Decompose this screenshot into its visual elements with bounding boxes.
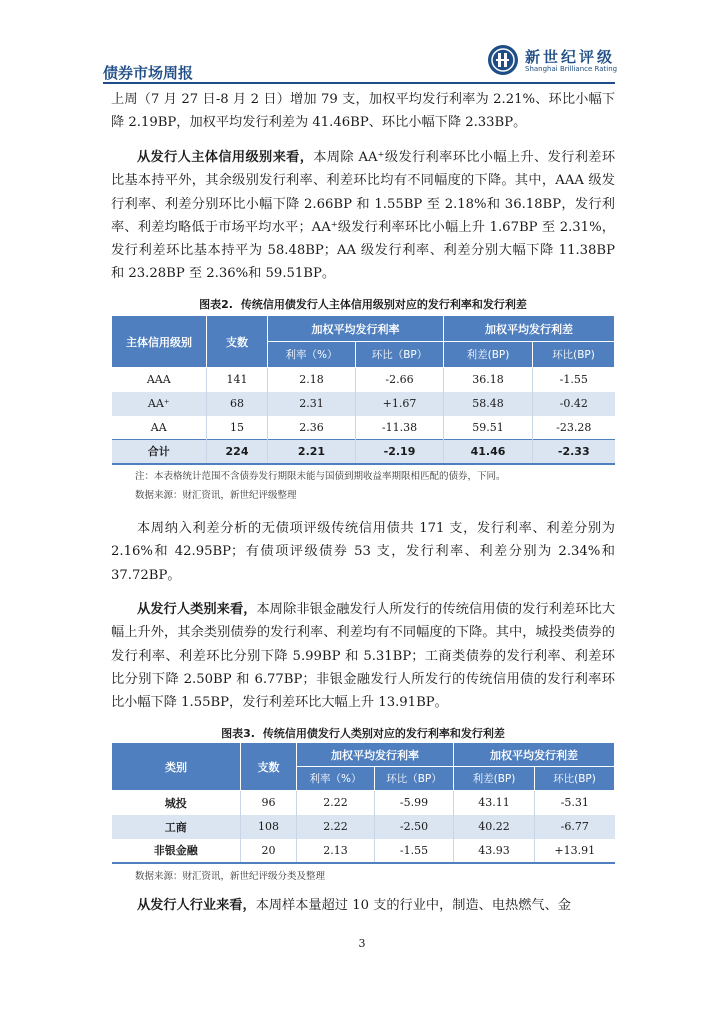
col-group-spread: 加权平均发行利差 [444, 316, 615, 342]
cell-spread-change: +13.91 [535, 839, 615, 863]
cell-spread: 58.48 [444, 392, 533, 416]
cell-spread: 43.93 [454, 839, 535, 863]
cell-count: 96 [241, 791, 297, 815]
table2-caption-text: 传统信用债发行人主体信用级别对应的发行利率和发行利差 [240, 298, 527, 311]
cell-rate: 2.22 [297, 791, 375, 815]
table-row [112, 368, 615, 392]
table3-caption-number: 图表3. [221, 727, 255, 740]
cell-rate: 2.22 [297, 815, 375, 839]
table2-caption [111, 296, 615, 312]
cell-rate-change: -5.99 [375, 791, 454, 815]
table2-note: 注：本表格统计范围不含债券发行期限未能与国债到期收益率期限相匹配的债券，下同。 [135, 471, 506, 482]
cell-spread-change: -23.28 [533, 416, 615, 440]
header-divider [103, 82, 615, 84]
table-row [112, 416, 615, 440]
table-total-row [112, 440, 615, 464]
cell-rate-change: -2.19 [356, 440, 444, 464]
table2-caption-number: 图表2. [199, 298, 233, 311]
table2-source: 数据来源：财汇资讯，新世纪评级整理 [135, 490, 297, 501]
cell-count: 15 [207, 416, 268, 440]
cell-grade: AAA [146, 373, 171, 387]
paragraph-body: 本周除非银金融发行人所发行的传统信用债的发行利差环比大幅上升外，其余类别债券的发行利率、利差均有不同幅度的下降。其中，城投类债券的发行利率、利差环比分别下降 5.99BP 和 5.31BP；工商类债券的发行利率、利差环比分别下降 2.50BP 和 6.77BP；非银金融发行人所发行的传统信用债的发行利率环比小幅下降 1.55BP，发行利差环比大幅上升 13.91BP。 [111, 602, 616, 711]
logo-english-name: Shanghai Brilliance Rating [525, 65, 618, 73]
col-header-spread: 利差(BP) [444, 342, 533, 368]
paragraph-lead: 从发行人行业来看， [137, 898, 256, 913]
col-header-grade: 主体信用级别 [112, 316, 207, 368]
col-header-rate-change: 环比（BP） [356, 342, 444, 368]
col-header-category: 类别 [112, 743, 241, 791]
cell-rate: 2.36 [268, 416, 356, 440]
table-row [112, 791, 615, 815]
cell-count: 224 [207, 440, 268, 464]
cell-spread: 40.22 [454, 815, 535, 839]
cell-rate-change: -2.50 [375, 815, 454, 839]
paragraph-rating-split: 本周纳入利差分析的无债项评级传统信用债共 171 支，发行利率、利差分别为 2.16%和 42.95BP；有债项评级债券 53 支，发行利率、利差分别为 2.34%和 37.72BP。 [111, 521, 615, 583]
paragraph-industry [111, 894, 615, 917]
table3-source: 数据来源：财汇资讯，新世纪评级分类及整理 [135, 871, 326, 882]
cell-spread: 36.18 [444, 368, 533, 392]
brand-logo [487, 44, 618, 80]
col-header-count: 支数 [241, 743, 297, 791]
col-header-rate: 利率（%） [297, 767, 375, 791]
paragraph-credit-grade [111, 146, 615, 286]
table-row [112, 839, 615, 863]
cell-category: 非银金融 [153, 844, 198, 857]
col-header-spread-change: 环比(BP) [535, 767, 615, 791]
table-row [112, 392, 615, 416]
col-header-rate: 利率（%） [268, 342, 356, 368]
cell-grade: AA [150, 420, 167, 434]
table-row [112, 815, 615, 839]
logo-chinese-name: 新世纪评级 [525, 48, 616, 66]
cell-spread: 59.51 [444, 416, 533, 440]
table3-caption [111, 725, 615, 741]
cell-spread-change: -2.33 [533, 440, 615, 464]
cell-spread-change: -5.31 [535, 791, 615, 815]
col-header-spread-change: 环比(BP) [533, 342, 615, 368]
table-credit-grade [111, 315, 615, 465]
col-group-spread: 加权平均发行利差 [454, 743, 615, 767]
table3-caption-text: 传统信用债发行人类别对应的发行利率和发行利差 [262, 727, 505, 740]
cell-rate-change: +1.67 [356, 392, 444, 416]
cell-rate: 2.21 [268, 440, 356, 464]
report-title: 债券市场周报 [103, 64, 194, 82]
table-issuer-type [111, 742, 615, 864]
paragraph-intro: 上周（7 月 27 日-8 月 2 日）增加 79 支，加权平均发行利率为 2.21%、环比小幅下降 2.19BP，加权平均发行利差为 41.46BP、环比小幅下降 2.33BP。 [111, 92, 615, 131]
cell-spread-change: -0.42 [533, 392, 615, 416]
cell-count: 108 [241, 815, 297, 839]
cell-spread: 43.11 [454, 791, 535, 815]
cell-category: 城投 [164, 796, 187, 810]
cell-total-label: 合计 [112, 440, 207, 464]
col-header-count: 支数 [207, 316, 268, 368]
paragraph-lead: 从发行人类别来看， [137, 602, 257, 617]
col-group-rate: 加权平均发行利率 [297, 743, 454, 767]
paragraph-body: 本周除 AA⁺级发行利率环比小幅上升、发行利差环比基本持平外，其余级别发行利率、利差环比均有不同幅度的下降。其中，AAA 级发行利率、利差分别环比小幅下降 2.66BP 和 1.55BP 至 2.18%和 36.18BP，发行利率、利差均略低于市场平均水平；AA⁺级发行利率环比小幅上升 1.67BP 至 2.31%，发行利差环比基本持平为 58.48BP；AA 级发行利率、利差分别大幅下降 11.38BP 和 23.28BP 至 2.36%和 59.51BP。 [111, 150, 616, 282]
cell-spread-change: -1.55 [533, 368, 615, 392]
cell-spread: 41.46 [444, 440, 533, 464]
col-header-rate-change: 环比（BP） [375, 767, 454, 791]
col-group-rate: 加权平均发行利率 [268, 316, 444, 342]
col-header-spread: 利差(BP) [454, 767, 535, 791]
cell-rate-change: -11.38 [356, 416, 444, 440]
paragraph-issuer-type [111, 598, 615, 714]
cell-count: 141 [207, 368, 268, 392]
cell-rate: 2.18 [268, 368, 356, 392]
cell-rate: 2.31 [268, 392, 356, 416]
cell-grade: AA⁺ [112, 392, 207, 416]
page-number: 3 [358, 937, 366, 950]
cell-rate-change: -2.66 [356, 368, 444, 392]
cell-count: 68 [207, 392, 268, 416]
cell-category: 工商 [112, 815, 241, 839]
paragraph-body: 本周样本量超过 10 支的行业中，制造、电热燃气、金 [255, 898, 571, 913]
cell-rate: 2.13 [297, 839, 375, 863]
brand-logo-icon [487, 44, 519, 76]
cell-spread-change: -6.77 [535, 815, 615, 839]
paragraph-lead: 从发行人主体信用级别来看， [137, 150, 314, 165]
cell-count: 20 [241, 839, 297, 863]
cell-rate-change: -1.55 [375, 839, 454, 863]
